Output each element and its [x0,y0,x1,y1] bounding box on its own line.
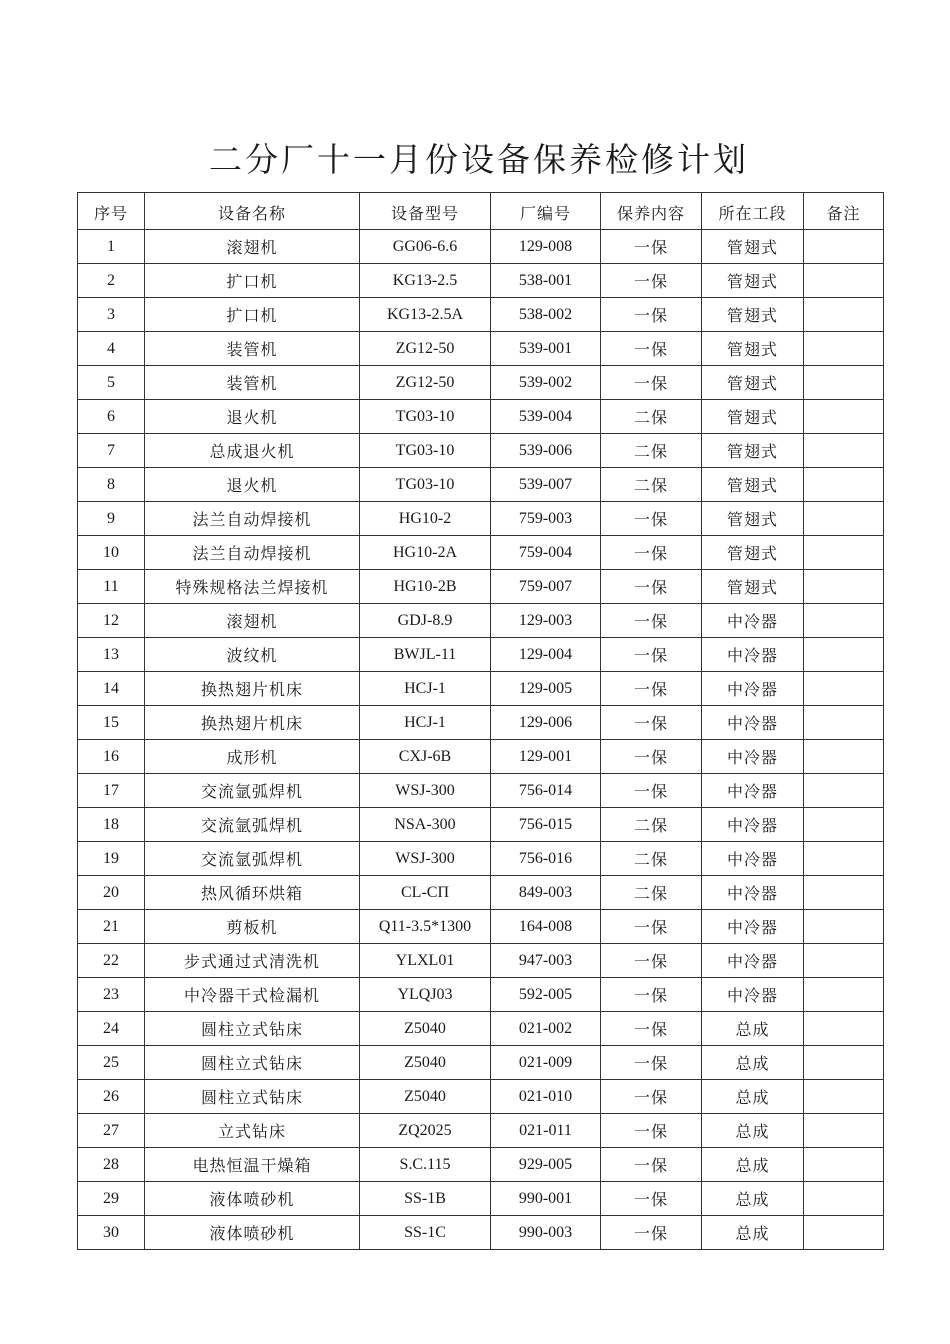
cell-name: 滚翅机 [145,230,360,264]
cell-name: 圆柱立式钻床 [145,1046,360,1080]
cell-level: 一保 [601,1114,702,1148]
cell-name: 法兰自动焊接机 [145,536,360,570]
table-row [78,638,884,672]
cell-note [804,366,884,400]
cell-model: GG06-6.6 [360,230,491,264]
cell-note [804,638,884,672]
cell-level: 一保 [601,230,702,264]
table-row [78,434,884,468]
cell-level: 二保 [601,876,702,910]
cell-model: CXJ-6B [360,740,491,774]
cell-level: 一保 [601,536,702,570]
cell-name: 波纹机 [145,638,360,672]
cell-section: 管翅式 [702,570,804,604]
cell-section: 中冷器 [702,672,804,706]
maintenance-plan-table [77,192,884,1250]
cell-model: CL-CП [360,876,491,910]
cell-code: 538-002 [491,298,601,332]
cell-section: 中冷器 [702,978,804,1012]
cell-no: 21 [78,910,145,944]
cell-no: 5 [78,366,145,400]
table-row [78,1216,884,1250]
cell-section: 总成 [702,1216,804,1250]
cell-note [804,842,884,876]
cell-level: 一保 [601,1080,702,1114]
col-header-no: 序号 [78,193,145,230]
cell-no: 27 [78,1114,145,1148]
cell-name: 装管机 [145,332,360,366]
cell-note [804,570,884,604]
cell-note [804,1148,884,1182]
cell-name: 圆柱立式钻床 [145,1012,360,1046]
cell-code: 538-001 [491,264,601,298]
cell-code: 129-004 [491,638,601,672]
cell-note [804,740,884,774]
cell-code: 756-015 [491,808,601,842]
table-row [78,808,884,842]
cell-model: ZG12-50 [360,366,491,400]
cell-no: 25 [78,1046,145,1080]
cell-section: 中冷器 [702,876,804,910]
cell-code: 929-005 [491,1148,601,1182]
cell-code: 759-003 [491,502,601,536]
col-header-note: 备注 [804,193,884,230]
cell-level: 一保 [601,1148,702,1182]
cell-section: 中冷器 [702,842,804,876]
cell-model: TG03-10 [360,468,491,502]
table-row [78,230,884,264]
table-row [78,1080,884,1114]
cell-name: 退火机 [145,468,360,502]
cell-note [804,1216,884,1250]
cell-model: TG03-10 [360,400,491,434]
cell-no: 1 [78,230,145,264]
cell-name: 中冷器干式检漏机 [145,978,360,1012]
cell-code: 539-007 [491,468,601,502]
cell-no: 8 [78,468,145,502]
table-row [78,1114,884,1148]
cell-model: HG10-2B [360,570,491,604]
cell-level: 一保 [601,502,702,536]
cell-level: 一保 [601,1012,702,1046]
cell-level: 二保 [601,434,702,468]
cell-level: 一保 [601,366,702,400]
cell-note [804,910,884,944]
cell-model: GDJ-8.9 [360,604,491,638]
cell-name: 扩口机 [145,264,360,298]
cell-level: 二保 [601,808,702,842]
cell-level: 一保 [601,298,702,332]
cell-no: 20 [78,876,145,910]
header-row [78,193,884,230]
cell-level: 一保 [601,1216,702,1250]
cell-no: 12 [78,604,145,638]
cell-section: 总成 [702,1046,804,1080]
cell-note [804,434,884,468]
table-row [78,400,884,434]
cell-model: HCJ-1 [360,706,491,740]
cell-code: 021-011 [491,1114,601,1148]
cell-model: HCJ-1 [360,672,491,706]
col-header-level: 保养内容 [601,193,702,230]
table-row [78,536,884,570]
cell-note [804,672,884,706]
cell-no: 4 [78,332,145,366]
cell-section: 管翅式 [702,298,804,332]
cell-note [804,1046,884,1080]
cell-name: 换热翅片机床 [145,706,360,740]
cell-level: 二保 [601,468,702,502]
cell-no: 2 [78,264,145,298]
table-row [78,1182,884,1216]
cell-name: 换热翅片机床 [145,672,360,706]
cell-section: 管翅式 [702,536,804,570]
cell-note [804,264,884,298]
table-row [78,910,884,944]
cell-code: 756-016 [491,842,601,876]
cell-code: 759-007 [491,570,601,604]
table-row [78,774,884,808]
cell-section: 中冷器 [702,604,804,638]
table-row [78,944,884,978]
cell-code: 539-002 [491,366,601,400]
cell-level: 一保 [601,910,702,944]
cell-note [804,604,884,638]
cell-no: 13 [78,638,145,672]
cell-name: 成形机 [145,740,360,774]
cell-model: BWJL-11 [360,638,491,672]
cell-model: ZQ2025 [360,1114,491,1148]
cell-code: 021-002 [491,1012,601,1046]
table-header [78,193,884,230]
cell-section: 管翅式 [702,230,804,264]
cell-no: 23 [78,978,145,1012]
cell-model: S.C.115 [360,1148,491,1182]
cell-level: 一保 [601,638,702,672]
cell-note [804,230,884,264]
cell-name: 步式通过式清洗机 [145,944,360,978]
cell-no: 7 [78,434,145,468]
cell-code: 021-010 [491,1080,601,1114]
cell-name: 装管机 [145,366,360,400]
cell-code: 129-005 [491,672,601,706]
cell-code: 990-003 [491,1216,601,1250]
cell-section: 总成 [702,1148,804,1182]
table-row [78,264,884,298]
cell-section: 管翅式 [702,264,804,298]
cell-name: 扩口机 [145,298,360,332]
cell-no: 22 [78,944,145,978]
table-row [78,1148,884,1182]
cell-level: 一保 [601,264,702,298]
cell-level: 二保 [601,842,702,876]
cell-section: 中冷器 [702,774,804,808]
cell-name: 热风循环烘箱 [145,876,360,910]
cell-model: KG13-2.5A [360,298,491,332]
table-row [78,876,884,910]
cell-note [804,1114,884,1148]
cell-no: 28 [78,1148,145,1182]
cell-name: 立式钻床 [145,1114,360,1148]
cell-name: 液体喷砂机 [145,1182,360,1216]
cell-code: 539-004 [491,400,601,434]
cell-name: 剪板机 [145,910,360,944]
cell-section: 中冷器 [702,638,804,672]
cell-name: 电热恒温干燥箱 [145,1148,360,1182]
cell-level: 一保 [601,740,702,774]
cell-code: 849-003 [491,876,601,910]
cell-level: 一保 [601,1046,702,1080]
cell-note [804,400,884,434]
cell-level: 一保 [601,1182,702,1216]
cell-no: 26 [78,1080,145,1114]
cell-model: HG10-2 [360,502,491,536]
cell-section: 管翅式 [702,502,804,536]
cell-note [804,298,884,332]
cell-note [804,1182,884,1216]
cell-no: 10 [78,536,145,570]
cell-section: 总成 [702,1012,804,1046]
cell-name: 圆柱立式钻床 [145,1080,360,1114]
table-row [78,1012,884,1046]
cell-no: 19 [78,842,145,876]
cell-level: 一保 [601,570,702,604]
cell-code: 759-004 [491,536,601,570]
cell-model: YLQJ03 [360,978,491,1012]
cell-level: 一保 [601,672,702,706]
cell-note [804,1012,884,1046]
cell-level: 一保 [601,978,702,1012]
cell-no: 15 [78,706,145,740]
cell-no: 18 [78,808,145,842]
cell-model: TG03-10 [360,434,491,468]
cell-name: 特殊规格法兰焊接机 [145,570,360,604]
cell-code: 021-009 [491,1046,601,1080]
cell-level: 二保 [601,400,702,434]
cell-name: 总成退火机 [145,434,360,468]
cell-no: 14 [78,672,145,706]
cell-code: 592-005 [491,978,601,1012]
cell-note [804,978,884,1012]
cell-no: 6 [78,400,145,434]
cell-model: HG10-2A [360,536,491,570]
table-row [78,570,884,604]
cell-name: 液体喷砂机 [145,1216,360,1250]
cell-code: 990-001 [491,1182,601,1216]
cell-model: KG13-2.5 [360,264,491,298]
cell-note [804,944,884,978]
cell-note [804,706,884,740]
cell-name: 滚翅机 [145,604,360,638]
cell-code: 164-008 [491,910,601,944]
cell-code: 129-008 [491,230,601,264]
cell-name: 退火机 [145,400,360,434]
cell-note [804,536,884,570]
cell-model: WSJ-300 [360,774,491,808]
cell-code: 129-001 [491,740,601,774]
cell-no: 3 [78,298,145,332]
cell-level: 一保 [601,332,702,366]
cell-model: Q11-3.5*1300 [360,910,491,944]
table-row [78,502,884,536]
table-row [78,1046,884,1080]
table-body [78,230,884,1250]
cell-model: Z5040 [360,1046,491,1080]
cell-model: SS-1B [360,1182,491,1216]
cell-section: 管翅式 [702,468,804,502]
table-row [78,332,884,366]
table-row [78,366,884,400]
cell-section: 总成 [702,1080,804,1114]
cell-name: 交流氩弧焊机 [145,808,360,842]
table-row [78,468,884,502]
cell-level: 一保 [601,774,702,808]
cell-model: ZG12-50 [360,332,491,366]
cell-note [804,502,884,536]
cell-level: 一保 [601,706,702,740]
cell-no: 11 [78,570,145,604]
cell-section: 管翅式 [702,332,804,366]
table-row [78,298,884,332]
cell-section: 管翅式 [702,366,804,400]
cell-code: 947-003 [491,944,601,978]
table-row [78,672,884,706]
table-row [78,706,884,740]
cell-name: 交流氩弧焊机 [145,842,360,876]
cell-no: 16 [78,740,145,774]
cell-code: 539-006 [491,434,601,468]
cell-section: 总成 [702,1114,804,1148]
cell-note [804,808,884,842]
cell-section: 中冷器 [702,910,804,944]
col-header-code: 厂编号 [491,193,601,230]
cell-note [804,1080,884,1114]
cell-no: 17 [78,774,145,808]
cell-section: 中冷器 [702,944,804,978]
cell-model: Z5040 [360,1012,491,1046]
cell-no: 29 [78,1182,145,1216]
table-row [78,740,884,774]
cell-model: NSA-300 [360,808,491,842]
cell-model: WSJ-300 [360,842,491,876]
cell-section: 管翅式 [702,434,804,468]
cell-note [804,876,884,910]
cell-note [804,332,884,366]
cell-name: 交流氩弧焊机 [145,774,360,808]
cell-model: Z5040 [360,1080,491,1114]
cell-level: 一保 [601,604,702,638]
cell-note [804,774,884,808]
col-header-section: 所在工段 [702,193,804,230]
page-title: 二分厂十一月份设备保养检修计划 [209,140,749,180]
table-row [78,978,884,1012]
cell-model: YLXL01 [360,944,491,978]
cell-section: 中冷器 [702,808,804,842]
cell-level: 一保 [601,944,702,978]
col-header-model: 设备型号 [360,193,491,230]
cell-code: 129-003 [491,604,601,638]
cell-no: 30 [78,1216,145,1250]
cell-code: 756-014 [491,774,601,808]
cell-section: 中冷器 [702,706,804,740]
cell-section: 中冷器 [702,740,804,774]
col-header-name: 设备名称 [145,193,360,230]
cell-section: 管翅式 [702,400,804,434]
cell-name: 法兰自动焊接机 [145,502,360,536]
cell-section: 总成 [702,1182,804,1216]
cell-code: 539-001 [491,332,601,366]
table-row [78,604,884,638]
cell-no: 9 [78,502,145,536]
cell-note [804,468,884,502]
cell-model: SS-1C [360,1216,491,1250]
table-row [78,842,884,876]
cell-no: 24 [78,1012,145,1046]
cell-code: 129-006 [491,706,601,740]
